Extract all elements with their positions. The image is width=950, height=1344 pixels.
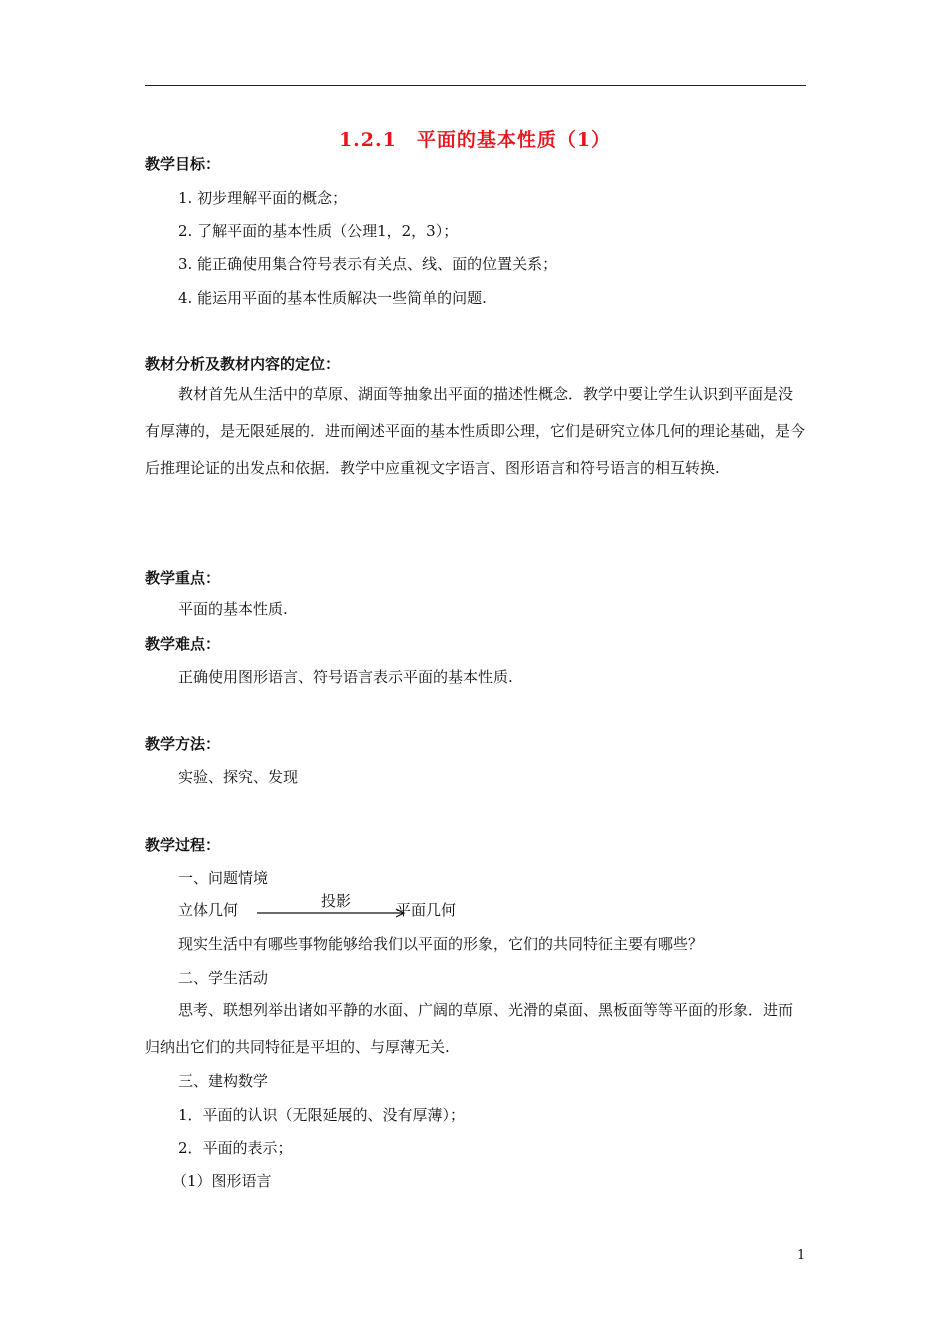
header-rule	[145, 85, 806, 86]
process-heading: 教学过程：	[145, 836, 221, 854]
difficulty-heading: 教学难点：	[145, 635, 221, 653]
right-arrow-icon	[257, 907, 407, 919]
difficulty-text: 正确使用图形语言、符号语言表示平面的基本性质.	[178, 668, 513, 686]
method-heading: 教学方法：	[145, 735, 221, 753]
objective-item-1: 1. 初步理解平面的概念；	[178, 189, 348, 207]
objective-item-4: 4. 能运用平面的基本性质解决一些简单的问题.	[178, 289, 487, 307]
projection-arrow-row	[178, 893, 578, 923]
construct-heading: 三、建构数学	[178, 1072, 269, 1090]
objectives-heading: 教学目标：	[145, 155, 221, 173]
activity-paragraph: 思考、联想列举出诸如平静的水面、广阔的草原、光滑的桌面、黑板面等等平面的形象．进而归纳出它们的共同特征是平坦的、与厚薄无关.	[145, 1001, 794, 1056]
analysis-paragraph: 教材首先从生活中的草原、湖面等抽象出平面的描述性概念．教学中要让学生认识到平面是没有厚薄的，是无限延展的．进而阐述平面的基本性质即公理，它们是研究立体几何的理论基础，是今后推理论证的出发点和依据．教学中应重视文字语言、图形语言和符号语言的相互转换.	[145, 385, 806, 477]
plane-geometry-label: 平面几何	[396, 901, 457, 919]
situation-question: 现实生活中有哪些事物能够给我们以平面的形象，它们的共同特征主要有哪些？	[178, 935, 704, 953]
key-point-heading: 教学重点：	[145, 569, 221, 587]
page-number: 1	[797, 1248, 806, 1263]
analysis-heading: 教材分析及教材内容的定位：	[145, 355, 341, 373]
solid-geometry-label: 立体几何	[178, 901, 239, 919]
objective-item-2: 2. 了解平面的基本性质（公理1，2，3）；	[178, 222, 459, 240]
construct-item-2: 2．平面的表示；	[178, 1139, 293, 1157]
situation-heading: 一、问题情境	[178, 869, 269, 887]
page-title: 1.2.1 平面的基本性质（1）	[338, 129, 612, 151]
construct-item-3: （1）图形语言	[172, 1172, 272, 1190]
projection-label: 投影	[321, 892, 352, 910]
objective-item-3: 3. 能正确使用集合符号表示有关点、线、面的位置关系；	[178, 255, 558, 273]
key-point-text: 平面的基本性质.	[178, 600, 288, 618]
activity-heading: 二、学生活动	[178, 969, 269, 987]
method-text: 实验、探究、发现	[178, 768, 299, 786]
construct-item-1: 1．平面的认识（无限延展的、没有厚薄）；	[178, 1106, 466, 1124]
